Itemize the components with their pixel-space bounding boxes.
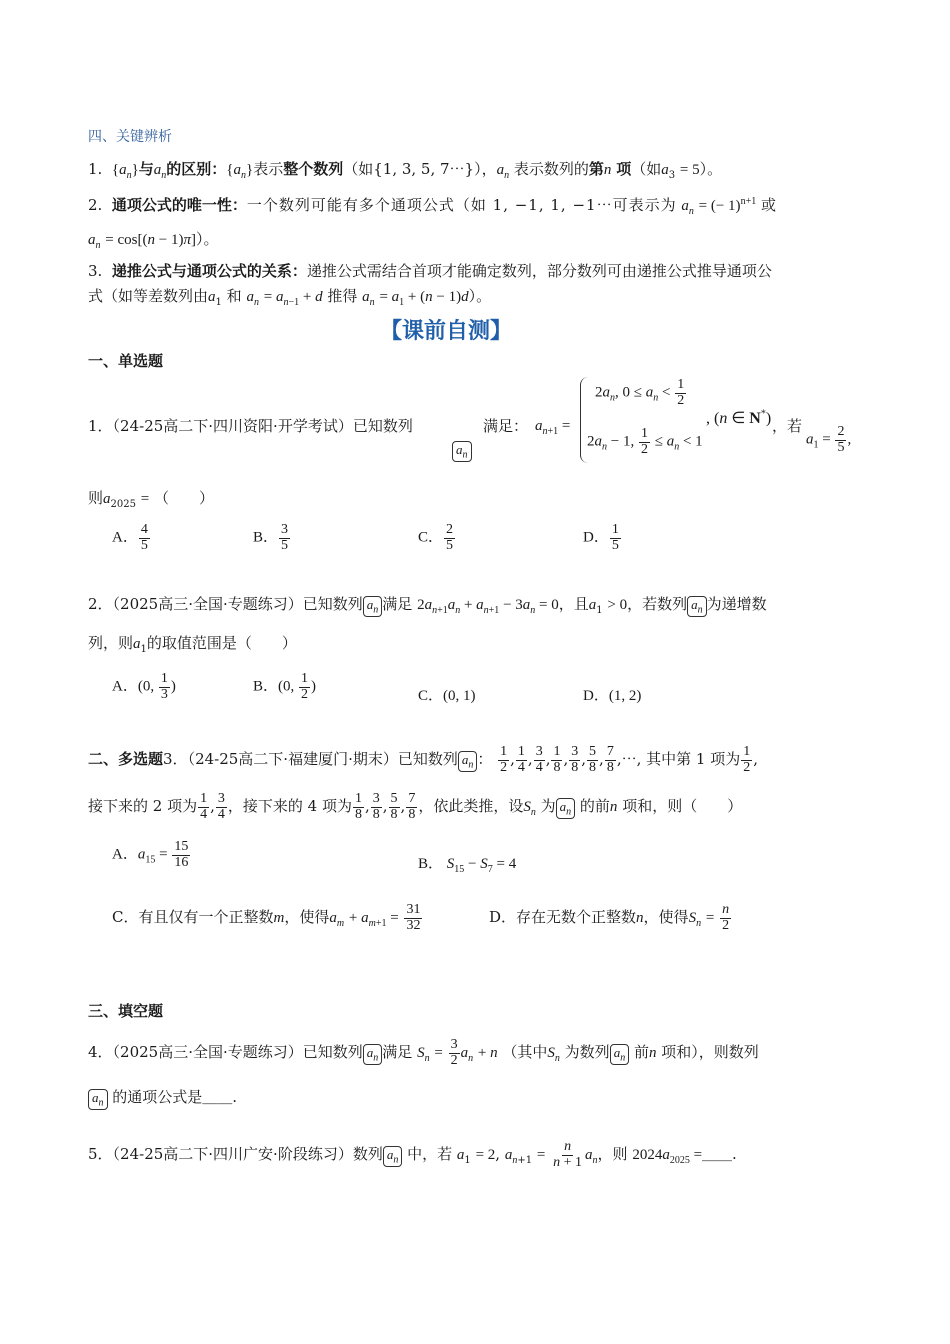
option-d[interactable]: D．(1, 2)	[583, 688, 642, 704]
option-a[interactable]: A．$a_{15}$ = $\frac{15}{16}$	[112, 839, 189, 870]
key-point-3-cont: 式（如等差数列由$a_1$ 和 $a_n = a_{n-1} + d$ 推得 $a_n = a_1 + (n - 1)d$）。	[88, 287, 492, 308]
option-c[interactable]: C．(0, 1)	[418, 688, 476, 704]
question-5: 5．（24-25高二下·四川广安·阶段练习）数列 $a_n$ 中，若 $a_1 = 2$, $a_{n+1}$ = $\frac{n}{n + 1}$ $a_n$，则 $2024a_{2025}$ =＿＿.	[88, 1139, 737, 1170]
piecewise-case-1: $2a_n$, $0 \le a_n$ < $\frac{1}{2}$	[595, 377, 685, 408]
option-d[interactable]: D．存在无数个正整数n，使得$S_n$ = $\frac{n}{2}$	[489, 902, 730, 933]
section-heading-single-choice: 一、单选题	[88, 352, 164, 370]
option-c[interactable]: C．有且仅有一个正整数m，使得$a_m + a_{m+1}$ = $\frac{31}{32}$	[112, 902, 421, 933]
question-1: 1．（24-25高二下·四川资阳·开学考试）已知数列	[88, 417, 413, 435]
key-point-2: 2. 通项公式的唯一性：一个数列可能有多个通项公式（如 1, −1, 1, −1⋯可表示为 $a_n$ = (− 1)$^{n+1}$ 或	[88, 196, 776, 217]
option-b[interactable]: B． $S_{15} - S_7 = 4$	[418, 856, 517, 875]
option-d[interactable]: D． $\frac{1}{5}$	[583, 522, 619, 553]
recursion-lhs: $a_{n+1}$ =	[535, 418, 571, 437]
key-point-2-cont: $a_n = \cos[(n - 1)\pi]$）。	[88, 230, 219, 251]
question-3: 二、多选题3．（24-25高二下·福建厦门·期末）已知数列 $a_n$ ： $\frac{1}{2}$ , $\frac{1}{4}$ , $\frac{3}{4}$ , $\frac{1}{8}$ , $\frac{3}{8}$ , $\frac{5}{8}$ , $\frac{7}{8}$ ,⋯, 其中第 1 项为 $\frac{1}{2}$ ,	[88, 744, 759, 775]
option-a[interactable]: A． $\frac{4}{5}$	[112, 522, 148, 553]
question-4-cont: $a_n$ 的通项公式是＿＿.	[88, 1086, 237, 1110]
answer-blank[interactable]: ＿＿.	[702, 1145, 737, 1164]
piecewise-case-2: $2a_n - 1$, $\frac{1}{2}$ ≤ $a_n < 1$	[587, 426, 703, 457]
question-1-ask: 则$a_{2025}$ = （ ）	[88, 489, 215, 510]
key-point-3: 3. 递推公式与通项公式的关系：递推公式需结合首项才能确定数列，部分数列可由递推公式推导通项公	[88, 262, 772, 280]
initial-value: $a_1$ = $\frac{2}{5}$ ,	[806, 424, 852, 455]
question-3-cont: 接下来的 2 项为 $\frac{1}{4}$ , $\frac{3}{4}$ ，接下来的 4 项为 $\frac{1}{8}$ , $\frac{3}{8}$ , $\frac{5}{8}$ , $\frac{7}{8}$ ，依此类推，设$S_n$ 为 $a_n$ 的前n 项和，则（ ）	[88, 791, 743, 822]
cond-text: ，若	[772, 417, 803, 435]
option-b[interactable]: B．(0, $\frac{1}{2}$ )	[253, 671, 317, 702]
answer-blank[interactable]: ＿＿.	[202, 1088, 238, 1106]
question-2: 2．（2025高三·全国·专题练习）已知数列 $a_n$ 满足 $2a_{n+1}a_n + a_{n+1} - 3a_n = 0$，且$a_1 > 0$，若数列 $a_n$ 为递增数	[88, 595, 767, 616]
sequence-symbol: $a_n$	[452, 440, 472, 462]
domain-condition: , (n ∈ N*)	[706, 408, 772, 427]
option-b[interactable]: B． $\frac{3}{5}$	[253, 522, 289, 553]
question-2-cont: 列，则$a_1$的取值范围是（ ）	[88, 634, 297, 655]
section-heading-fill-in: 三、填空题	[88, 1002, 164, 1020]
option-a[interactable]: A．(0, $\frac{1}{3}$ )	[112, 671, 176, 702]
satisfy-text: 满足：	[483, 417, 529, 435]
question-4: 4．（2025高三·全国·专题练习）已知数列 $a_n$ 满足 $S_n$ = $\frac{3}{2}$ $a_n + n$ （其中$S_n$ 为数列 $a_n$ 前n 项和），则数列	[88, 1037, 759, 1068]
option-c[interactable]: C． $\frac{2}{5}$	[418, 522, 454, 553]
section-heading: 四、关键辨析	[88, 129, 172, 145]
key-point-1: 1. $\{a_n\}$与$a_n$的区别：$\{a_n\}$表示整个数列（如{1, 3, 5, 7⋯}），$a_n$ 表示数列的第n 项（如$a_3 = 5$）。	[88, 160, 723, 181]
page-title: 【课前自测】	[380, 318, 513, 344]
